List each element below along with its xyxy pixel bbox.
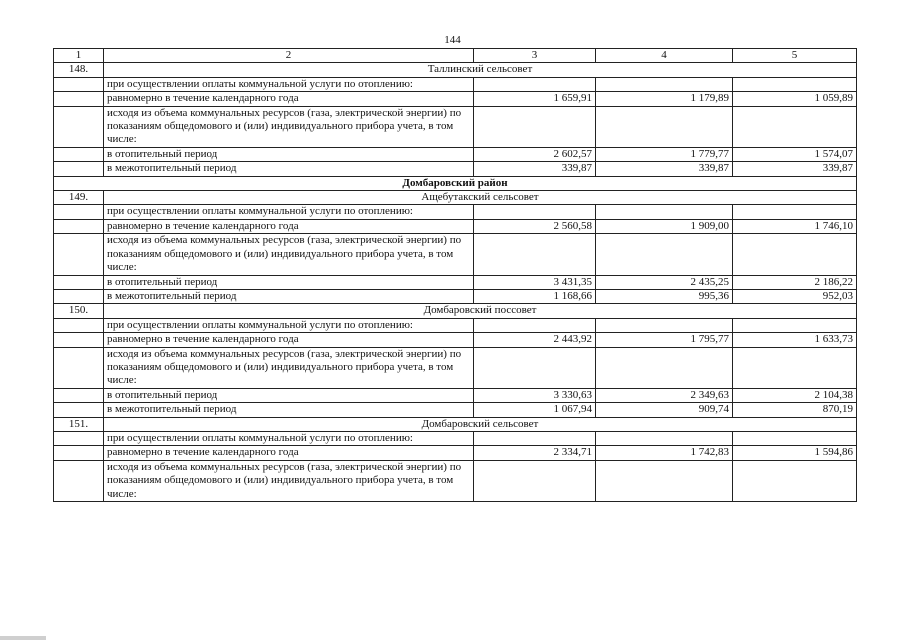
tariff-row (54, 162, 857, 176)
tariff-row (54, 403, 857, 417)
value-cell-empty (474, 460, 596, 501)
description-text: исходя из объема коммунальных ресурсов (газа, электрической энергии) по показаниям общедомового и (или) индивидуального прибора учета, в том числе: (104, 106, 474, 147)
tariff-value-col5: 1 574,07 (733, 147, 857, 161)
row-number-empty (54, 106, 104, 147)
settlement-name: Домбаровский поссовет (104, 304, 857, 318)
tariff-table (53, 48, 857, 502)
tariff-label: равномерно в течение календарного года (104, 446, 474, 460)
description-row (54, 318, 857, 332)
column-header: 2 (104, 49, 474, 63)
page-number: 144 (444, 34, 461, 46)
row-number-empty (54, 219, 104, 233)
table-header-row (54, 49, 857, 63)
tariff-row (54, 289, 857, 303)
value-cell-empty (733, 106, 857, 147)
value-cell-empty (596, 205, 733, 219)
value-cell-empty (596, 77, 733, 91)
tariff-value-col5: 1 059,89 (733, 92, 857, 106)
tariff-value-col4: 2 435,25 (596, 275, 733, 289)
tariff-value-col5: 339,87 (733, 162, 857, 176)
tariff-row (54, 333, 857, 347)
description-row (54, 431, 857, 445)
tariff-value-col5: 2 186,22 (733, 275, 857, 289)
value-cell-empty (596, 347, 733, 388)
column-header: 4 (596, 49, 733, 63)
tariff-row (54, 147, 857, 161)
description-row (54, 77, 857, 91)
description-text: исходя из объема коммунальных ресурсов (газа, электрической энергии) по показаниям общедомового и (или) индивидуального прибора учета, в том числе: (104, 460, 474, 501)
value-cell-empty (596, 431, 733, 445)
tariff-row (54, 92, 857, 106)
value-cell-empty (733, 234, 857, 275)
tariff-value-col3: 339,87 (474, 162, 596, 176)
settlement-name: Ащебутакский сельсовет (104, 191, 857, 205)
tariff-row (54, 275, 857, 289)
description-text: при осуществлении оплаты коммунальной услуги по отоплению: (104, 318, 474, 332)
value-cell-empty (474, 234, 596, 275)
tariff-value-col5: 2 104,38 (733, 388, 857, 402)
value-cell-empty (733, 460, 857, 501)
value-cell-empty (474, 205, 596, 219)
value-cell-empty (474, 318, 596, 332)
tariff-table-body (54, 49, 857, 502)
row-number-empty (54, 234, 104, 275)
row-number: 150. (54, 304, 104, 318)
row-number-empty (54, 318, 104, 332)
description-row (54, 460, 857, 501)
row-number: 148. (54, 63, 104, 77)
tariff-value-col4: 2 349,63 (596, 388, 733, 402)
description-row (54, 234, 857, 275)
scan-edge-mark (0, 636, 46, 640)
value-cell-empty (474, 431, 596, 445)
district-row (54, 176, 857, 190)
tariff-value-col3: 1 659,91 (474, 92, 596, 106)
row-number-empty (54, 205, 104, 219)
description-text: при осуществлении оплаты коммунальной услуги по отоплению: (104, 205, 474, 219)
row-number-empty (54, 460, 104, 501)
description-text: исходя из объема коммунальных ресурсов (газа, электрической энергии) по показаниям общедомового и (или) индивидуального прибора учета, в том числе: (104, 347, 474, 388)
tariff-value-col4: 1 779,77 (596, 147, 733, 161)
tariff-value-col3: 1 067,94 (474, 403, 596, 417)
tariff-label: в межотопительный период (104, 403, 474, 417)
tariff-value-col5: 870,19 (733, 403, 857, 417)
row-number-empty (54, 347, 104, 388)
row-number-empty (54, 431, 104, 445)
settlement-row (54, 304, 857, 318)
tariff-row (54, 446, 857, 460)
tariff-row (54, 219, 857, 233)
tariff-value-col5: 1 594,86 (733, 446, 857, 460)
tariff-value-col3: 2 334,71 (474, 446, 596, 460)
tariff-label: в отопительный период (104, 147, 474, 161)
value-cell-empty (733, 318, 857, 332)
tariff-value-col4: 1 795,77 (596, 333, 733, 347)
tariff-value-col4: 1 909,00 (596, 219, 733, 233)
value-cell-empty (596, 318, 733, 332)
tariff-value-col5: 952,03 (733, 289, 857, 303)
row-number-empty (54, 147, 104, 161)
description-row (54, 205, 857, 219)
tariff-value-col4: 1 742,83 (596, 446, 733, 460)
tariff-label: равномерно в течение календарного года (104, 219, 474, 233)
tariff-value-col4: 909,74 (596, 403, 733, 417)
tariff-label: равномерно в течение календарного года (104, 333, 474, 347)
value-cell-empty (596, 460, 733, 501)
row-number-empty (54, 77, 104, 91)
settlement-name: Домбаровский сельсовет (104, 417, 857, 431)
tariff-value-col4: 339,87 (596, 162, 733, 176)
tariff-value-col3: 3 330,63 (474, 388, 596, 402)
value-cell-empty (596, 106, 733, 147)
value-cell-empty (474, 77, 596, 91)
value-cell-empty (474, 347, 596, 388)
row-number-empty (54, 289, 104, 303)
row-number-empty (54, 92, 104, 106)
tariff-value-col5: 1 633,73 (733, 333, 857, 347)
value-cell-empty (474, 106, 596, 147)
tariff-value-col3: 2 443,92 (474, 333, 596, 347)
tariff-value-col4: 1 179,89 (596, 92, 733, 106)
description-row (54, 347, 857, 388)
description-row (54, 106, 857, 147)
tariff-value-col3: 3 431,35 (474, 275, 596, 289)
tariff-value-col4: 995,36 (596, 289, 733, 303)
row-number: 151. (54, 417, 104, 431)
settlement-row (54, 63, 857, 77)
description-text: при осуществлении оплаты коммунальной услуги по отоплению: (104, 77, 474, 91)
column-header: 3 (474, 49, 596, 63)
tariff-value-col3: 1 168,66 (474, 289, 596, 303)
tariff-label: в отопительный период (104, 388, 474, 402)
settlement-name: Таллинский сельсовет (104, 63, 857, 77)
tariff-label: в межотопительный период (104, 162, 474, 176)
value-cell-empty (596, 234, 733, 275)
value-cell-empty (733, 77, 857, 91)
tariff-value-col3: 2 602,57 (474, 147, 596, 161)
tariff-value-col3: 2 560,58 (474, 219, 596, 233)
tariff-label: равномерно в течение календарного года (104, 92, 474, 106)
settlement-row (54, 191, 857, 205)
description-text: исходя из объема коммунальных ресурсов (газа, электрической энергии) по показаниям общедомового и (или) индивидуального прибора учета, в том числе: (104, 234, 474, 275)
settlement-row (54, 417, 857, 431)
tariff-row (54, 388, 857, 402)
row-number-empty (54, 388, 104, 402)
row-number-empty (54, 446, 104, 460)
row-number-empty (54, 275, 104, 289)
value-cell-empty (733, 347, 857, 388)
district-name: Домбаровский район (54, 176, 857, 190)
tariff-label: в межотопительный период (104, 289, 474, 303)
row-number-empty (54, 403, 104, 417)
column-header: 5 (733, 49, 857, 63)
description-text: при осуществлении оплаты коммунальной услуги по отоплению: (104, 431, 474, 445)
tariff-value-col5: 1 746,10 (733, 219, 857, 233)
row-number-empty (54, 162, 104, 176)
value-cell-empty (733, 431, 857, 445)
tariff-label: в отопительный период (104, 275, 474, 289)
row-number: 149. (54, 191, 104, 205)
value-cell-empty (733, 205, 857, 219)
row-number-empty (54, 333, 104, 347)
column-header: 1 (54, 49, 104, 63)
